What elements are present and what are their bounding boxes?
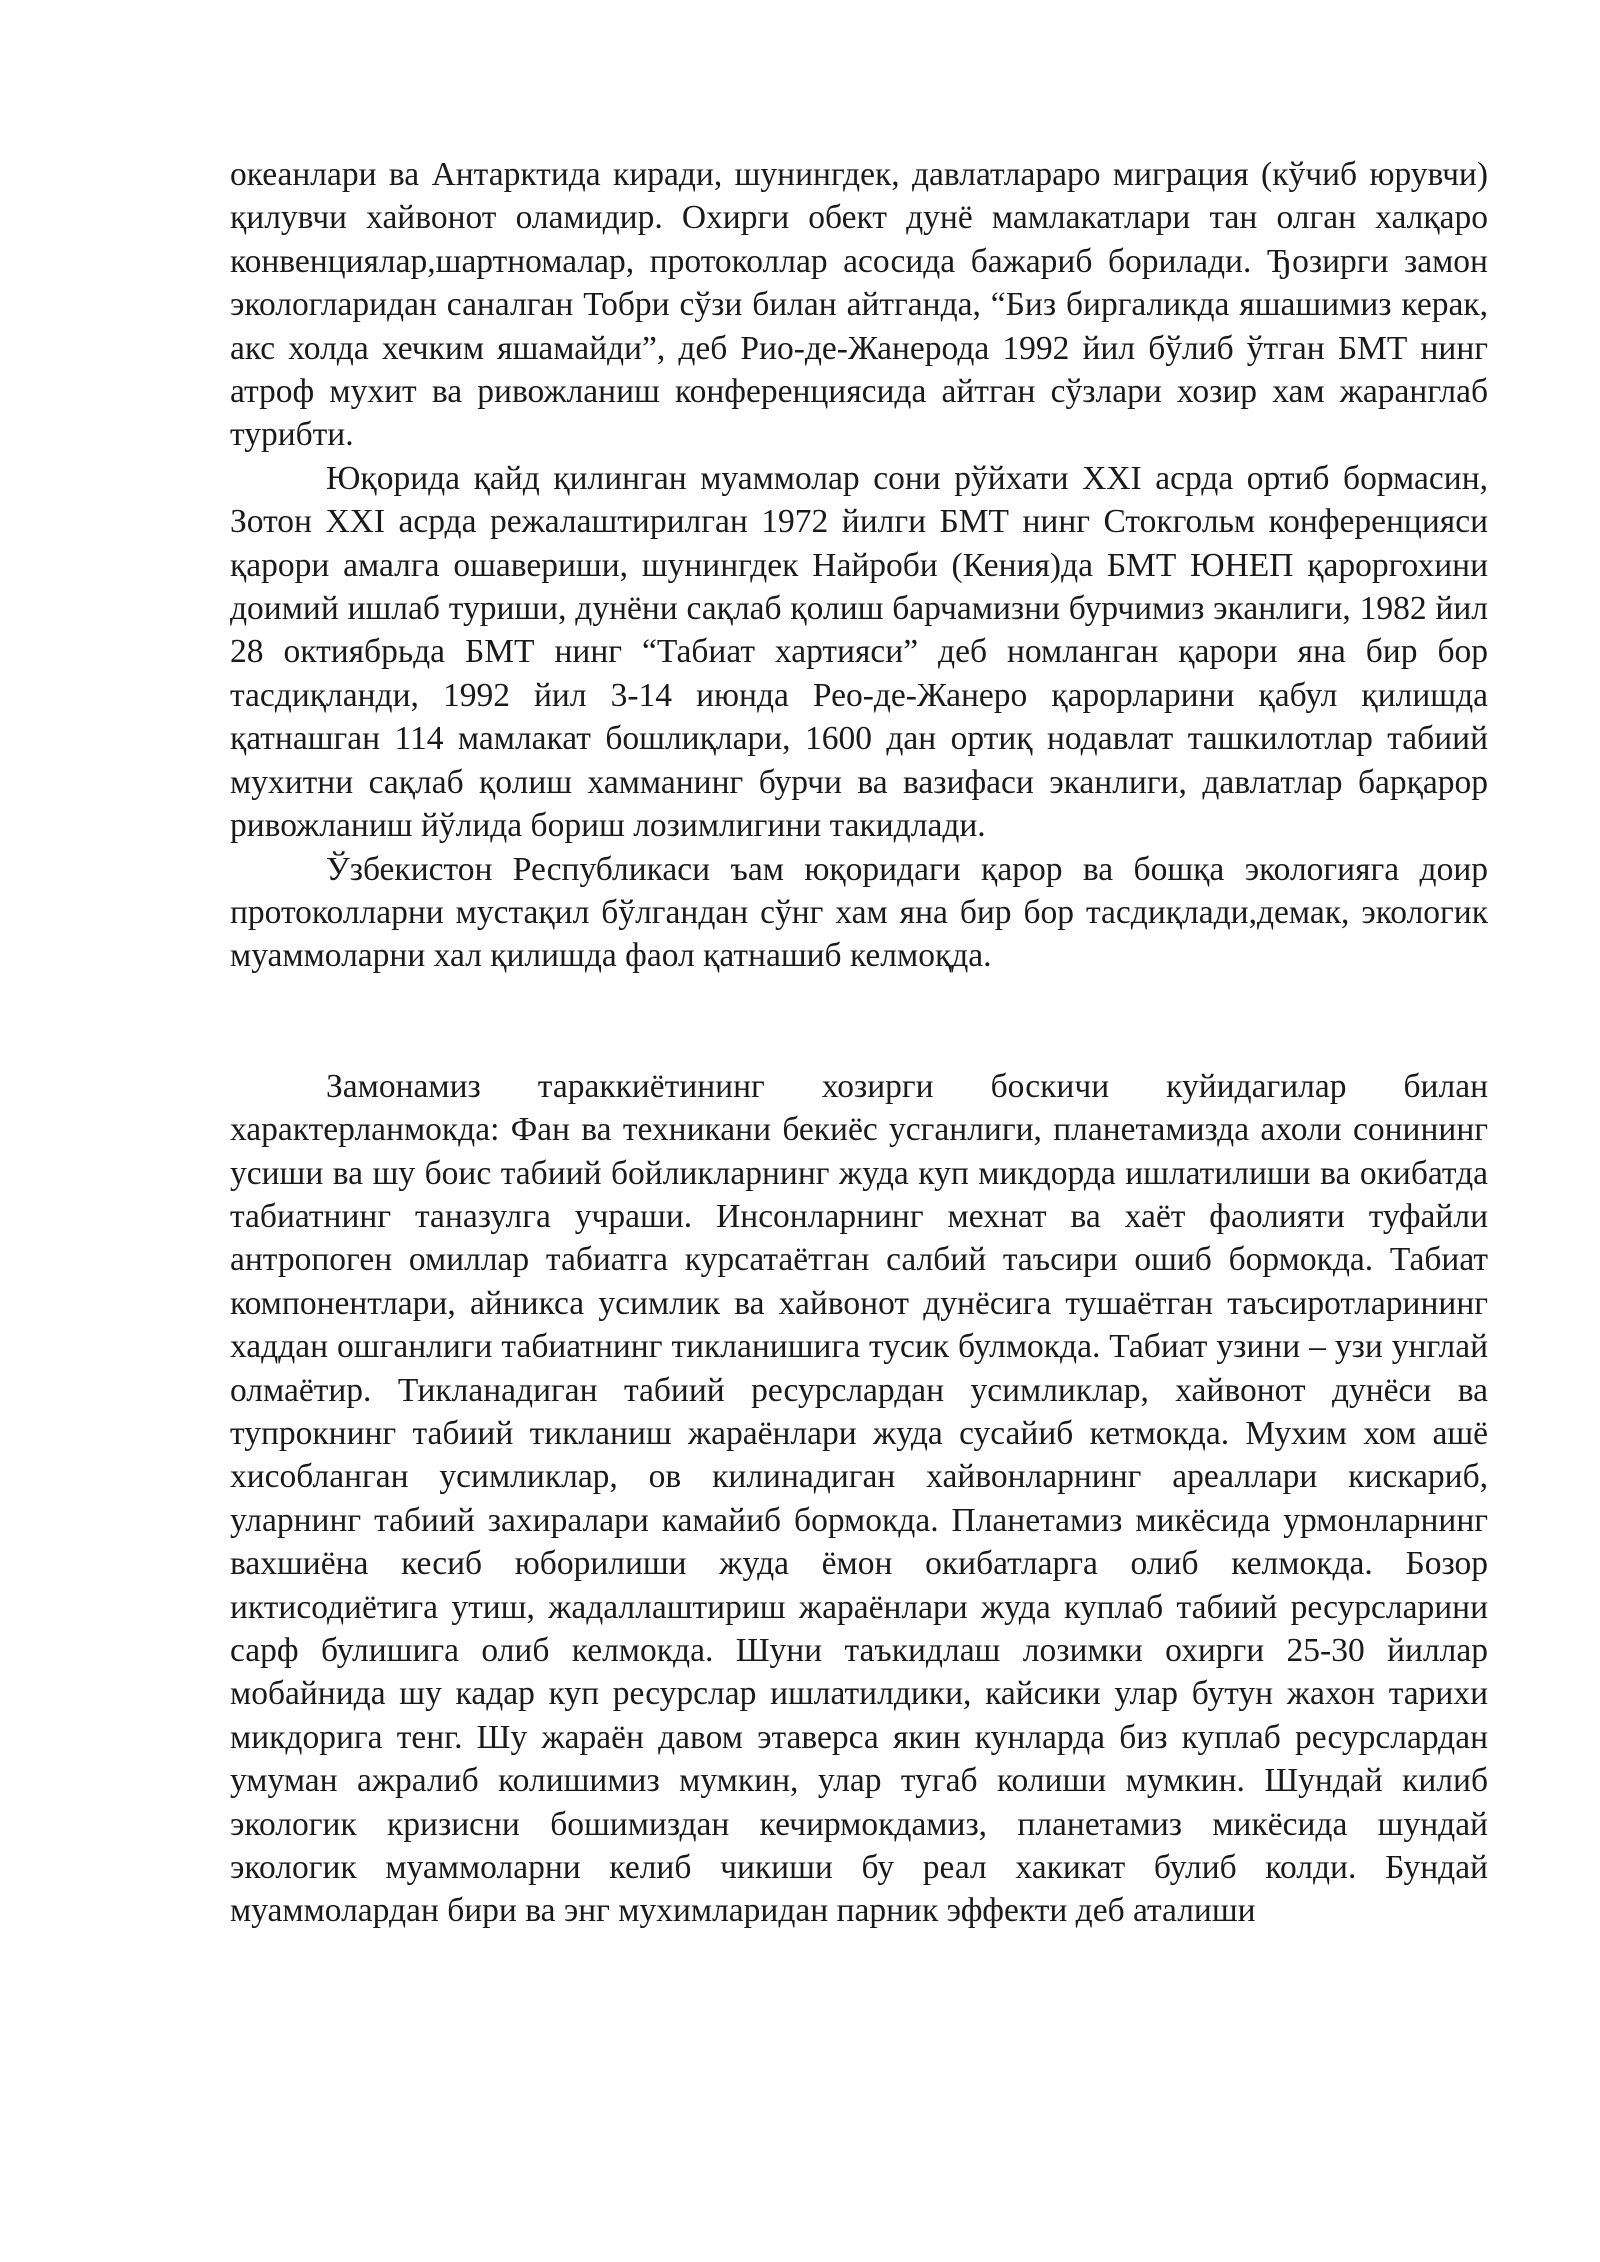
paragraph-gap [230,978,1488,1065]
document-body [230,153,1488,1933]
paragraph-3: Ўзбекистон Республикаси ъам юқоридаги қарор ва бошқа экологияга доир протоколларни мустақил бўлгандан сўнг хам яна бир бор тасдиқлади,демак, экологик муаммоларни хал қилишда фаол қатнашиб келмоқда. [230,850,1488,975]
paragraph-2: Юқорида қайд қилинган муаммолар сони рўйхати XXI асрда ортиб бормасин, Зотон XXI асрда режалаштирилган 1972 йилги БМТ нинг Стокгольм конференцияси қарори амалга ошавериши, шунингдек Найроби (Кения)да БМТ ЮНЕП қароргохини доимий ишлаб туриши, дунёни сақлаб қолиш барчамизни бурчимиз эканлиги, 1982 йил 28 октиябрьда БМТ нинг “Табиат хартияси” деб номланган қарори яна бир бор тасдиқланди, 1992 йил 3-14 июнда Рео-де-Жанеро қарорларини қабул қилишда қатнашган 114 мамлакат бошлиқлари, 1600 дан ортиқ нодавлат ташкилотлар табиий мухитни сақлаб қолиш хамманинг бурчи ва вазифаси эканлиги, давлатлар барқарор ривожланиш йўлида бориш лозимлигини такидлади. [230,459,1488,845]
paragraph-4: Замонамиз тараккиётининг хозирги боскичи куйидагилар билан характерланмокда: Фан ва техникани бекиёс усганлиги, планетамизда ахоли сонининг усиши ва шу боис табиий бойликларнинг жуда куп микдорда ишлатилиши ва окибатда табиатнинг таназулга учраши. Инсонларнинг мехнат ва хаёт фаолияти туфайли антропоген омиллар табиатга курсатаётган салбий таъсири ошиб бормокда. Табиат компонентлари, айникса усимлик ва хайвонот дунёсига тушаётган таъсиротларининг хаддан ошганлиги табиатнинг тикланишига тусик булмокда. Табиат узини – узи унглай олмаётир. Тикланадиган табиий ресурслардан усимликлар, хайвонот дунёси ва тупрокнинг табиий тикланиш жараёнлари жуда сусайиб кетмокда. Мухим хом ашё хисобланган усимликлар, ов килинадиган хайвонларнинг ареаллари кискариб, уларнинг табиий захиралари камайиб бормокда. Планетамиз микёсида урмонларнинг вахшиёна кесиб юборилиши жуда ёмон окибатларга олиб келмокда. Бозор иктисодиётига утиш, жадаллаштириш жараёнлари жуда куплаб табиий ресурсларини сарф булишига олиб келмокда. Шуни таъкидлаш лозимки охирги 25-30 йиллар мобайнида шу кадар куп ресурслар ишлатилдики, кайсики улар бутун жахон тарихи микдорига тенг. Шу жараён давом этаверса якин кунларда биз куплаб ресурслардан умуман ажралиб колишимиз мумкин, улар тугаб колиши мумкин. Шундай килиб экологик кризисни бошимиздан кечирмокдамиз, планетамиз микёсида шундай экологик муаммоларни келиб чикиши бу реал хакикат булиб колди. Бундай муаммолардан бири ва энг мухимларидан парник эффекти деб аталиши [230,1067,1488,1930]
paragraph-1: океанлари ва Антарктида киради, шунингдек, давлатлараро миграция (кўчиб юрувчи) қилувчи хайвонот оламидир. Охирги обект дунё мамлакатлари тан олган халқаро конвенциялар,шартномалар, протоколлар асосида бажариб борилади. Ђозирги замон экологларидан саналган Тобри сўзи билан айтганда, “Биз биргаликда яшашимиз керак, акс холда хечким яшамайди”, деб Рио-де-Жанерода 1992 йил бўлиб ўтган БМТ нинг атроф мухит ва ривожланиш конференциясида айтган сўзлари хозир хам жаранглаб турибти. [230,156,1488,454]
